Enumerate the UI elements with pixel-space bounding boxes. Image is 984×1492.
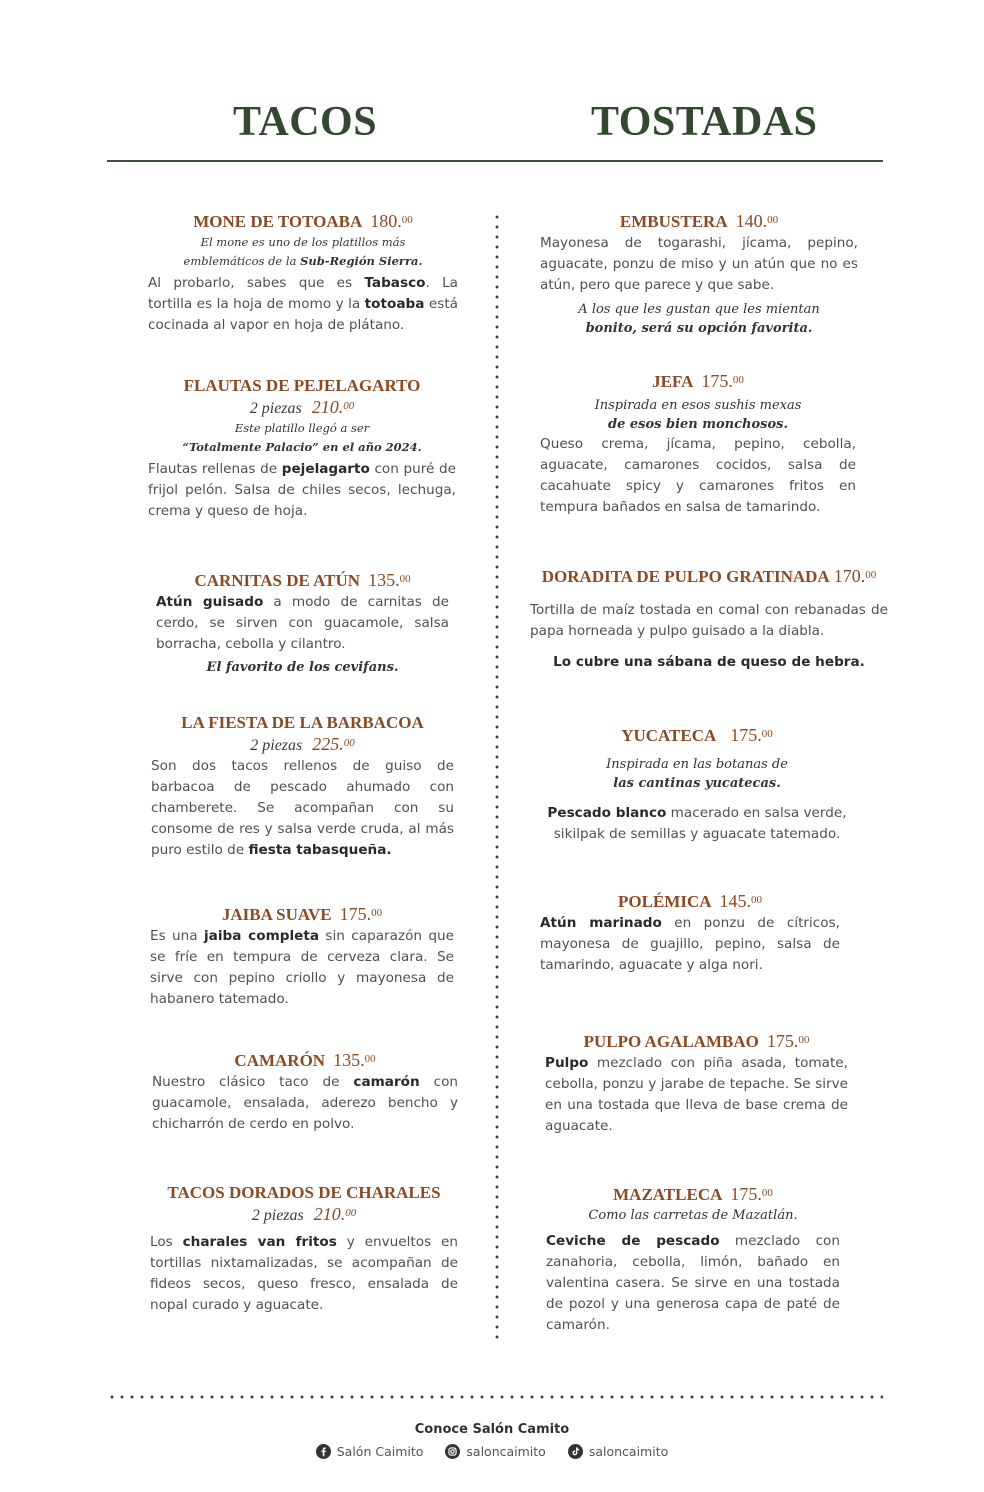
item-description: Los charales van fritos y envueltos en tortillas nixtamalizadas, se acompañan de fideos secos, queso fresco, ensalada de nopal curado y aguacate.	[150, 1234, 459, 1313]
item-description: Pulpo mezclado con piña asada, tomate, cebolla, ponzu y jarabe de tepache. Se sirve en una tostada que lleva de base crema de aguacate.	[545, 1055, 848, 1134]
menu-item-pulpo-agalambao	[545, 1030, 848, 1137]
item-tagline: bonito, será su opción favorita.	[585, 321, 813, 336]
item-price: 175.00	[701, 371, 744, 391]
column-divider	[495, 212, 499, 1340]
item-note: El mone es uno de los platillos más	[200, 235, 406, 249]
item-quantity: 2 piezas	[251, 1207, 304, 1224]
item-name: CAMARÓN	[234, 1051, 326, 1070]
item-name: JEFA	[652, 372, 694, 391]
menu-item-tacos-dorados-de-charales	[150, 1182, 458, 1316]
item-name: FLAUTAS DE PEJELAGARTO	[183, 376, 421, 395]
item-tagline: El favorito de los cevifans.	[206, 660, 399, 675]
item-description: Flautas rellenas de pejelagarto con puré de frijol pelón. Salsa de chiles secos, lechuga, crema y queso de hoja.	[148, 461, 456, 519]
item-name: TACOS DORADOS DE CHARALES	[167, 1183, 441, 1202]
tiktok-handle: saloncaimito	[588, 1444, 669, 1459]
item-price: 175.00	[766, 1031, 810, 1051]
item-description: Queso crema, jícama, pepino, cebolla, aguacate, camarones cocidos, salsa de cacahuate spicy y camarones fritos en tempura bañados en salsa de tamarindo.	[540, 436, 856, 515]
menu-item-mazatleca	[546, 1183, 840, 1336]
facebook-icon	[316, 1444, 331, 1459]
item-price: 135.00	[368, 570, 411, 590]
item-description: Es una jaiba completa sin caparazón que se fríe en tempura de cerveza clara. Se sirve con pepino criollo y mayonesa de habanero tatemado.	[150, 928, 454, 1007]
item-name: JAIBA SUAVE	[221, 905, 332, 924]
menu-item-yucateca	[542, 724, 852, 845]
item-tagline: las cantinas yucatecas.	[613, 776, 781, 791]
footer-title: Conoce Salón Camito	[414, 1422, 570, 1437]
item-tagline: de esos bien monchosos.	[607, 417, 789, 432]
item-description: Ceviche de pescado mezclado con zanahoria, cebolla, limón, bañado en valentina casera. Se sirve en una tostada de pozol y una generosa capa de paté de camarón.	[546, 1233, 840, 1333]
item-price: 225.00	[312, 734, 355, 754]
menu-item-camaron	[152, 1049, 458, 1135]
instagram-handle: saloncaimito	[466, 1444, 546, 1459]
item-description: Tortilla de maíz tostada en comal con rebanadas de papa horneada y pulpo guisado a la diabla.	[530, 602, 888, 639]
item-description: Mayonesa de togarashi, jícama, pepino, aguacate, ponzu de miso y un atún que no es atún, pero que parece y que sabe.	[540, 235, 858, 293]
item-price: 140.00	[735, 211, 779, 231]
item-note: Este platillo llegó a ser	[234, 421, 370, 435]
item-highlight: Lo cubre una sábana de queso de hebra.	[553, 654, 865, 670]
facebook-handle: Salón Caimito	[336, 1444, 424, 1459]
item-name: MONE DE TOTOABA	[193, 212, 363, 231]
header-rule	[107, 160, 883, 162]
item-price: 175.00	[339, 904, 383, 924]
item-tagline: A los que les gustan que les mientan	[578, 302, 820, 317]
item-name: DORADITA DE PULPO GRATINADA	[541, 567, 830, 586]
item-tagline: Como las carretas de Mazatlán.	[588, 1208, 798, 1223]
item-note: “Totalmente Palacio” en el año 2024.	[182, 440, 422, 454]
item-quantity: 2 piezas	[249, 400, 302, 417]
menu-item-polemica	[540, 890, 840, 976]
menu-item-mone-de-totoaba	[148, 210, 458, 336]
instagram-link[interactable]	[445, 1444, 545, 1459]
item-name: MAZATLECA	[613, 1185, 723, 1204]
item-tagline: Inspirada en las botanas de	[606, 757, 788, 772]
menu-item-flautas-de-pejelagarto	[148, 375, 456, 522]
item-description: Atún guisado a modo de carnitas de cerdo, se sirven con guacamole, salsa borracha, cebolla y cilantro.	[156, 594, 449, 652]
item-name: YUCATECA	[621, 726, 717, 745]
item-name: EMBUSTERA	[619, 212, 728, 231]
social-links	[0, 1444, 984, 1459]
item-description: Son dos tacos rellenos de guiso de barbacoa de pescado ahumado con chamberete. Se acompañan con su consome de res y salsa verde cruda, al más puro estilo de fiesta tabasqueña.	[151, 758, 454, 858]
menu-item-la-fiesta-de-la-barbacoa	[151, 712, 454, 861]
item-description: Pescado blanco macerado en salsa verde, sikilpak de semillas y aguacate tatemado.	[547, 805, 847, 842]
item-note: emblemáticos de la Sub-Región Sierra.	[183, 254, 423, 268]
item-price: 145.00	[719, 891, 762, 911]
menu-item-doradita-de-pulpo-gratinada	[530, 565, 888, 673]
menu-item-jaiba-suave	[150, 903, 454, 1010]
facebook-link[interactable]	[316, 1444, 424, 1459]
item-price: 175.00	[730, 725, 773, 745]
tostadas-heading: TOSTADAS	[591, 99, 818, 145]
item-quantity: 2 piezas	[250, 737, 303, 754]
item-name: LA FIESTA DE LA BARBACOA	[181, 713, 424, 732]
item-name: POLÉMICA	[618, 892, 712, 911]
item-name: PULPO AGALAMBAO	[583, 1032, 759, 1051]
item-price: 135.00	[333, 1050, 376, 1070]
tiktok-link[interactable]	[568, 1444, 668, 1459]
item-name: CARNITAS DE ATÚN	[194, 571, 361, 590]
item-description: Nuestro clásico taco de camarón con guacamole, ensalada, aderezo bencho y chicharrón de cerdo en polvo.	[152, 1074, 458, 1132]
tiktok-icon	[568, 1444, 583, 1459]
item-price: 210.00	[311, 397, 355, 417]
item-description: Al probarlo, sabes que es Tabasco. La tortilla es la hoja de momo y la totoaba está cocinada al vapor en hoja de plátano.	[148, 275, 459, 333]
item-price: 210.00	[313, 1204, 357, 1224]
menu-item-jefa	[540, 370, 856, 518]
footer-divider	[107, 1395, 883, 1399]
item-price: 180.00	[370, 211, 413, 231]
menu-item-embustera	[540, 210, 858, 338]
item-tagline: Inspirada en esos sushis mexas	[594, 398, 802, 413]
item-price: 170.00	[833, 566, 877, 586]
item-description: Atún marinado en ponzu de cítricos, mayonesa de guajillo, pepino, salsa de tamarindo, aguacate y alga nori.	[540, 915, 840, 973]
tacos-heading: TACOS	[233, 99, 378, 145]
item-price: 175.00	[730, 1184, 773, 1204]
instagram-icon	[445, 1444, 460, 1459]
menu-item-carnitas-de-atun	[156, 569, 449, 677]
